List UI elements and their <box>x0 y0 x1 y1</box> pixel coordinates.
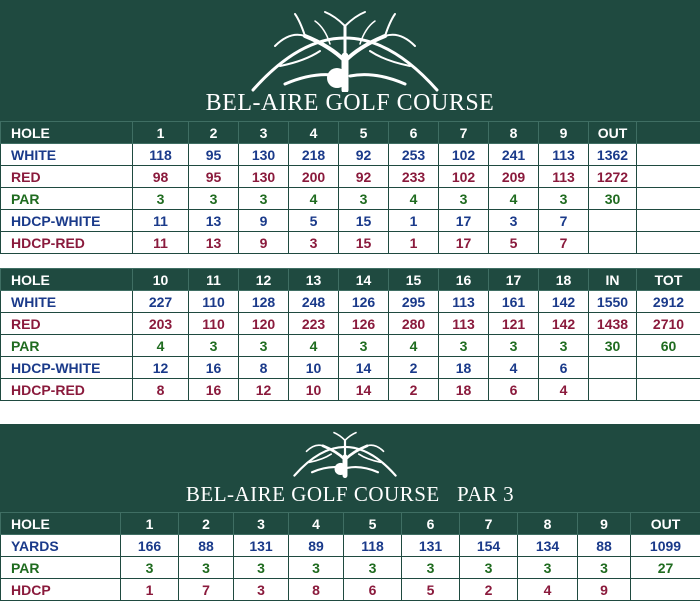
golf-ball-icon <box>335 463 347 475</box>
score-cell: 110 <box>189 313 239 335</box>
score-cell: 7 <box>539 232 589 254</box>
hole-number: 6 <box>389 122 439 144</box>
score-cell: 15 <box>339 232 389 254</box>
score-cell: 233 <box>389 166 439 188</box>
score-cell: 8 <box>289 579 344 601</box>
hole-number: 1 <box>133 122 189 144</box>
par-row <box>1 557 700 579</box>
score-cell: 2 <box>389 379 439 401</box>
score-cell: 12 <box>239 379 289 401</box>
score-cell: 3 <box>189 335 239 357</box>
score-cell: 13 <box>189 232 239 254</box>
score-cell: 8 <box>239 357 289 379</box>
score-cell: 6 <box>539 357 589 379</box>
par3-title: BEL-AIRE GOLF COURSE PAR 3 <box>185 482 515 506</box>
tot-header: TOT <box>637 269 700 291</box>
hole-number: 7 <box>439 122 489 144</box>
score-cell: 118 <box>133 144 189 166</box>
score-cell: 14 <box>339 357 389 379</box>
score-cell: 3 <box>344 557 402 579</box>
score-cell: 3 <box>239 188 289 210</box>
total-cell: 27 <box>631 557 700 579</box>
score-cell: 218 <box>289 144 339 166</box>
blank-cell <box>637 210 700 232</box>
score-cell: 102 <box>439 144 489 166</box>
hole-number: 18 <box>539 269 589 291</box>
score-cell: 4 <box>389 335 439 357</box>
score-cell: 5 <box>489 232 539 254</box>
score-cell: 223 <box>289 313 339 335</box>
hole-number: 12 <box>239 269 289 291</box>
blank-cell <box>637 379 700 401</box>
score-cell: 102 <box>439 166 489 188</box>
hole-label: HOLE <box>1 513 121 535</box>
score-cell: 11 <box>133 210 189 232</box>
score-cell: 7 <box>179 579 234 601</box>
score-cell: 118 <box>344 535 402 557</box>
hole-number: 1 <box>121 513 179 535</box>
par3-header-row <box>1 513 700 535</box>
row-label: HDCP-WHITE <box>1 357 133 379</box>
score-cell: 98 <box>133 166 189 188</box>
tree-logo-icon <box>245 6 445 92</box>
front-nine-table <box>0 121 700 254</box>
hole-number: 15 <box>389 269 439 291</box>
hole-number: 17 <box>489 269 539 291</box>
blank-cell <box>637 357 700 379</box>
score-cell: 126 <box>339 291 389 313</box>
score-cell: 134 <box>518 535 578 557</box>
score-cell: 4 <box>518 579 578 601</box>
score-cell: 2 <box>389 357 439 379</box>
out-header: OUT <box>589 122 637 144</box>
score-cell: 4 <box>539 379 589 401</box>
back-nine-table <box>0 268 700 401</box>
hole-number: 5 <box>339 122 389 144</box>
hole-number: 10 <box>133 269 189 291</box>
score-cell: 88 <box>578 535 631 557</box>
score-cell: 1 <box>121 579 179 601</box>
score-cell: 3 <box>234 579 289 601</box>
score-cell: 17 <box>439 232 489 254</box>
course-title: BEL-AIRE GOLF COURSE <box>205 90 495 116</box>
par-row <box>1 188 700 210</box>
total-cell <box>589 210 637 232</box>
par3-table <box>0 512 700 601</box>
hole-number: 13 <box>289 269 339 291</box>
score-cell: 3 <box>489 335 539 357</box>
total-cell: 60 <box>637 335 700 357</box>
row-label: WHITE <box>1 144 133 166</box>
score-cell: 3 <box>121 557 179 579</box>
score-cell: 200 <box>289 166 339 188</box>
score-cell: 166 <box>121 535 179 557</box>
out-header: OUT <box>631 513 700 535</box>
hole-number: 3 <box>239 122 289 144</box>
score-cell: 121 <box>489 313 539 335</box>
total-cell <box>589 232 637 254</box>
score-cell: 131 <box>402 535 460 557</box>
total-cell: 2912 <box>637 291 700 313</box>
score-cell: 1 <box>389 210 439 232</box>
score-cell: 113 <box>439 291 489 313</box>
in-header: IN <box>589 269 637 291</box>
score-cell: 3 <box>239 335 289 357</box>
score-cell: 113 <box>539 166 589 188</box>
white-row <box>1 291 700 313</box>
score-cell: 3 <box>489 210 539 232</box>
row-label: PAR <box>1 188 133 210</box>
hole-number: 6 <box>402 513 460 535</box>
score-cell: 15 <box>339 210 389 232</box>
hole-number: 16 <box>439 269 489 291</box>
score-cell: 89 <box>289 535 344 557</box>
hole-number: 8 <box>489 122 539 144</box>
total-cell: 1438 <box>589 313 637 335</box>
score-cell: 295 <box>389 291 439 313</box>
tree-logo-icon <box>290 428 400 478</box>
score-cell: 130 <box>239 144 289 166</box>
score-cell: 11 <box>133 232 189 254</box>
score-cell: 120 <box>239 313 289 335</box>
hole-label: HOLE <box>1 122 133 144</box>
row-label: HDCP-RED <box>1 232 133 254</box>
total-cell: 1362 <box>589 144 637 166</box>
score-cell: 95 <box>189 166 239 188</box>
hdcp-row <box>1 579 700 601</box>
front-header-row <box>1 122 700 144</box>
score-cell: 131 <box>234 535 289 557</box>
score-cell: 14 <box>339 379 389 401</box>
score-cell: 3 <box>439 335 489 357</box>
score-cell: 5 <box>402 579 460 601</box>
score-cell: 3 <box>539 335 589 357</box>
score-cell: 3 <box>234 557 289 579</box>
score-cell: 3 <box>339 188 389 210</box>
course-header <box>0 0 700 121</box>
score-cell: 3 <box>460 557 518 579</box>
score-cell: 3 <box>189 188 239 210</box>
score-cell: 128 <box>239 291 289 313</box>
yards-row <box>1 535 700 557</box>
hole-number: 2 <box>179 513 234 535</box>
score-cell: 161 <box>489 291 539 313</box>
score-cell: 142 <box>539 291 589 313</box>
total-cell: 30 <box>589 335 637 357</box>
row-label: HDCP <box>1 579 121 601</box>
score-cell: 241 <box>489 144 539 166</box>
score-cell: 16 <box>189 379 239 401</box>
score-cell: 253 <box>389 144 439 166</box>
score-cell: 280 <box>389 313 439 335</box>
hole-number: 11 <box>189 269 239 291</box>
score-cell: 6 <box>344 579 402 601</box>
score-cell: 9 <box>578 579 631 601</box>
back-header-row <box>1 269 700 291</box>
total-cell: 30 <box>589 188 637 210</box>
score-cell: 9 <box>239 232 289 254</box>
row-label: RED <box>1 313 133 335</box>
score-cell: 7 <box>539 210 589 232</box>
score-cell: 227 <box>133 291 189 313</box>
score-cell: 248 <box>289 291 339 313</box>
score-cell: 92 <box>339 166 389 188</box>
score-cell: 4 <box>489 188 539 210</box>
score-cell: 130 <box>239 166 289 188</box>
blank-cell <box>589 379 637 401</box>
row-label: HDCP-RED <box>1 379 133 401</box>
hole-number: 4 <box>289 513 344 535</box>
row-label: PAR <box>1 335 133 357</box>
score-cell: 3 <box>289 557 344 579</box>
hole-number: 8 <box>518 513 578 535</box>
score-cell: 1 <box>389 232 439 254</box>
score-cell: 18 <box>439 379 489 401</box>
score-cell: 3 <box>133 188 189 210</box>
row-label: YARDS <box>1 535 121 557</box>
row-label: HDCP-WHITE <box>1 210 133 232</box>
score-cell: 3 <box>539 188 589 210</box>
score-cell: 3 <box>402 557 460 579</box>
hole-number: 14 <box>339 269 389 291</box>
score-cell: 3 <box>179 557 234 579</box>
blank-header <box>637 122 700 144</box>
hdcp-white-row <box>1 210 700 232</box>
score-cell: 154 <box>460 535 518 557</box>
red-row <box>1 166 700 188</box>
score-cell: 3 <box>518 557 578 579</box>
blank-cell <box>637 188 700 210</box>
score-cell: 8 <box>133 379 189 401</box>
score-cell: 88 <box>179 535 234 557</box>
score-cell: 2 <box>460 579 518 601</box>
score-cell: 9 <box>239 210 289 232</box>
score-cell: 3 <box>339 335 389 357</box>
row-label: RED <box>1 166 133 188</box>
score-cell: 18 <box>439 357 489 379</box>
score-cell: 4 <box>289 188 339 210</box>
golf-ball-icon <box>327 68 347 88</box>
score-cell: 142 <box>539 313 589 335</box>
par-row <box>1 335 700 357</box>
hole-number: 5 <box>344 513 402 535</box>
score-cell: 6 <box>489 379 539 401</box>
blank-cell <box>637 144 700 166</box>
score-cell: 3 <box>439 188 489 210</box>
total-cell: 1272 <box>589 166 637 188</box>
score-cell: 113 <box>439 313 489 335</box>
score-cell: 17 <box>439 210 489 232</box>
score-cell: 10 <box>289 357 339 379</box>
red-row <box>1 313 700 335</box>
score-cell: 203 <box>133 313 189 335</box>
hole-number: 2 <box>189 122 239 144</box>
score-cell: 4 <box>289 335 339 357</box>
score-cell: 126 <box>339 313 389 335</box>
hole-number: 7 <box>460 513 518 535</box>
blank-cell <box>637 232 700 254</box>
total-cell: 1099 <box>631 535 700 557</box>
score-cell: 209 <box>489 166 539 188</box>
par3-header <box>0 424 700 512</box>
score-cell: 92 <box>339 144 389 166</box>
score-cell: 113 <box>539 144 589 166</box>
hole-label: HOLE <box>1 269 133 291</box>
row-label: WHITE <box>1 291 133 313</box>
total-cell: 2710 <box>637 313 700 335</box>
total-cell: 1550 <box>589 291 637 313</box>
white-row <box>1 144 700 166</box>
score-cell: 12 <box>133 357 189 379</box>
hdcp-red-row <box>1 379 700 401</box>
blank-cell <box>637 166 700 188</box>
score-cell: 3 <box>578 557 631 579</box>
hdcp-white-row <box>1 357 700 379</box>
score-cell: 95 <box>189 144 239 166</box>
score-cell: 4 <box>389 188 439 210</box>
score-cell: 16 <box>189 357 239 379</box>
score-cell: 10 <box>289 379 339 401</box>
hdcp-red-row <box>1 232 700 254</box>
hole-number: 4 <box>289 122 339 144</box>
score-cell: 5 <box>289 210 339 232</box>
hole-number: 9 <box>578 513 631 535</box>
row-label: PAR <box>1 557 121 579</box>
blank-cell <box>589 357 637 379</box>
score-cell: 3 <box>289 232 339 254</box>
hole-number: 3 <box>234 513 289 535</box>
score-cell: 110 <box>189 291 239 313</box>
score-cell: 4 <box>489 357 539 379</box>
total-cell <box>631 579 700 601</box>
hole-number: 9 <box>539 122 589 144</box>
score-cell: 4 <box>133 335 189 357</box>
score-cell: 13 <box>189 210 239 232</box>
